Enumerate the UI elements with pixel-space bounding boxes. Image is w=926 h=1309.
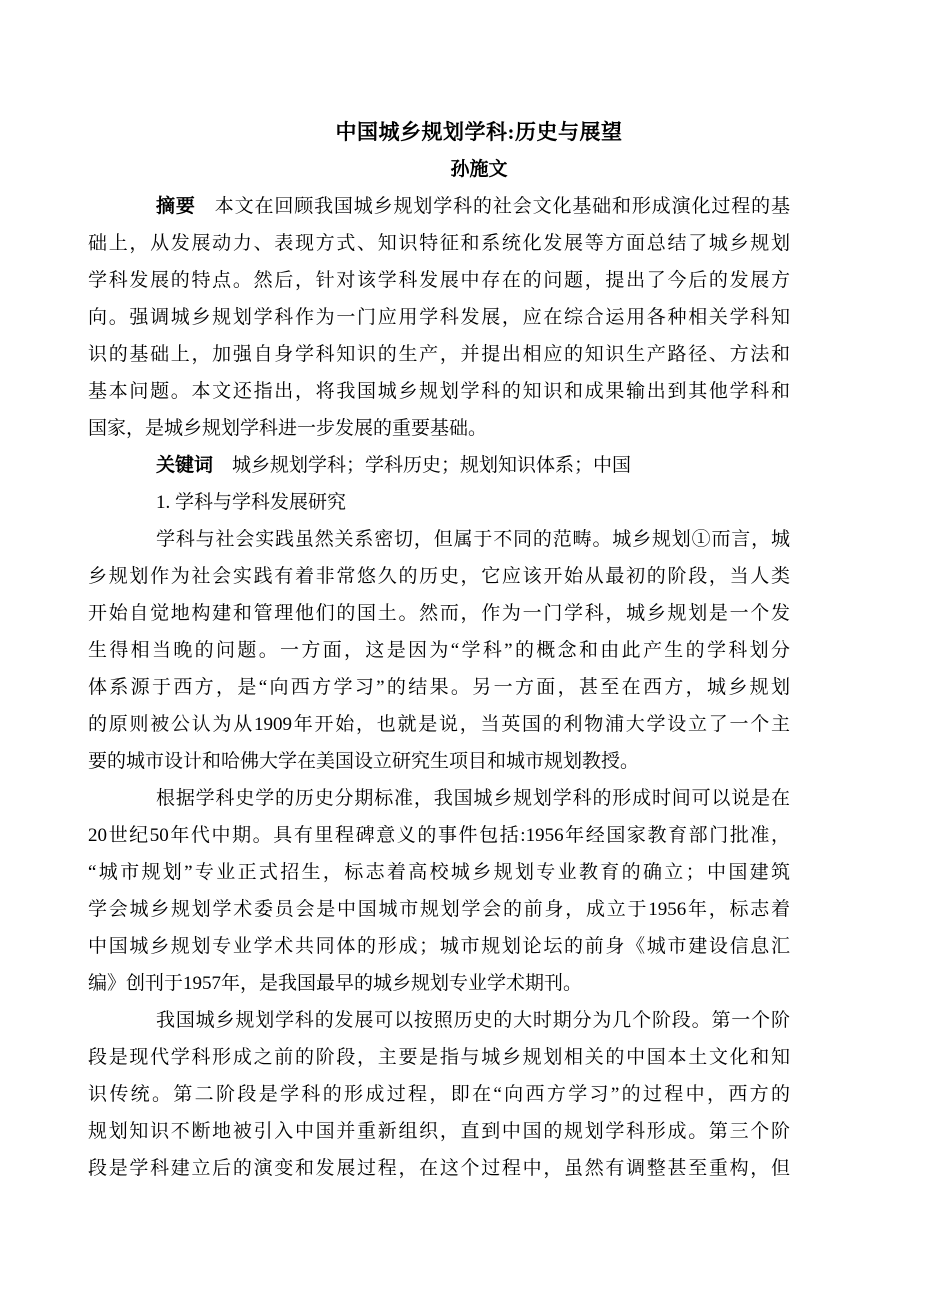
paragraph-line: 识传统。第二阶段是学科的形成过程，即在“向西方学习”的过程中，西方的 [88,1084,790,1105]
document-body [88,188,790,1187]
paragraph-line: 体系源于西方，是“向西方学习”的结果。另一方面，甚至在西方，城乡规划 [88,677,790,698]
paragraph-line: 我国城乡规划学科的发展可以按照历史的大时期分为几个阶段。第一个阶 [156,1010,790,1031]
paragraph-lead: 关键词 [156,455,214,476]
paragraph-lead: 摘要 [156,196,196,217]
paragraph-line: 的原则被公认为从1909年开始，也就是说，当英国的利物浦大学设立了一个主 [88,714,790,735]
paragraph-line: 国家，是城乡规划学科进一步发展的重要基础。 [88,418,488,439]
paragraph-line: 段是现代学科形成之前的阶段，主要是指与城乡规划相关的中国本土文化和知 [88,1047,790,1068]
paragraph-line: 础上，从发展动力、表现方式、知识特征和系统化发展等方面总结了城乡规划 [88,233,790,254]
paragraph-line: 20世纪50年代中期。具有里程碑意义的事件包括:1956年经国家教育部门批准， [88,825,790,846]
paragraph-line: 段是学科建立后的演变和发展过程，在这个过程中，虽然有调整甚至重构，但 [88,1158,790,1179]
document-title: 中国城乡规划学科:历史与展望 [335,120,623,144]
paragraph-line: 关键词 城乡规划学科；学科历史；规划知识体系；中国 [156,455,632,476]
paragraph-line: 开始自觉地构建和管理他们的国土。然而，作为一门学科，城乡规划是一个发 [88,603,790,624]
paragraph-line: 规划知识不断地被引入中国并重新组织，直到中国的规划学科形成。第三个阶 [88,1121,790,1142]
paragraph-line: 摘要 本文在回顾我国城乡规划学科的社会文化基础和形成演化过程的基 [156,196,790,217]
paragraph-line: 生得相当晚的问题。一方面，这是因为“学科”的概念和由此产生的学科划分 [88,640,790,661]
paragraph-line: 编》创刊于1957年，是我国最早的城乡规划专业学术期刊。 [88,973,583,994]
document-author: 孙施文 [450,159,508,180]
paragraph-line: 要的城市设计和哈佛大学在美国设立研究生项目和城市规划教授。 [88,751,640,772]
paragraph-line: 学会城乡规划学术委员会是中国城市规划学会的前身，成立于1956年，标志着 [88,899,790,920]
paragraph-line: 根据学科史学的历史分期标准，我国城乡规划学科的形成时间可以说是在 [156,788,790,809]
paragraph-line: 学科与社会实践虽然关系密切，但属于不同的范畴。城乡规划①而言，城 [156,529,790,550]
paragraph-line: 中国城乡规划专业学术共同体的形成；城市规划论坛的前身《城市建设信息汇 [88,936,790,957]
paragraph-line: 向。强调城乡规划学科作为一门应用学科发展，应在综合运用各种相关学科知 [88,307,790,328]
paragraph-line: 乡规划作为社会实践有着非常悠久的历史，它应该开始从最初的阶段，当人类 [88,566,790,587]
paragraph-line: 识的基础上，加强自身学科知识的生产，并提出相应的知识生产路径、方法和 [88,344,790,365]
section-heading-line: 1. 学科与学科发展研究 [156,492,347,513]
paragraph-line: “城市规划”专业正式招生，标志着高校城乡规划专业教育的确立；中国建筑 [88,862,790,883]
paragraph-line: 学科发展的特点。然后，针对该学科发展中存在的问题，提出了今后的发展方 [88,270,790,291]
paragraph-line: 基本问题。本文还指出，将我国城乡规划学科的知识和成果输出到其他学科和 [88,381,790,402]
